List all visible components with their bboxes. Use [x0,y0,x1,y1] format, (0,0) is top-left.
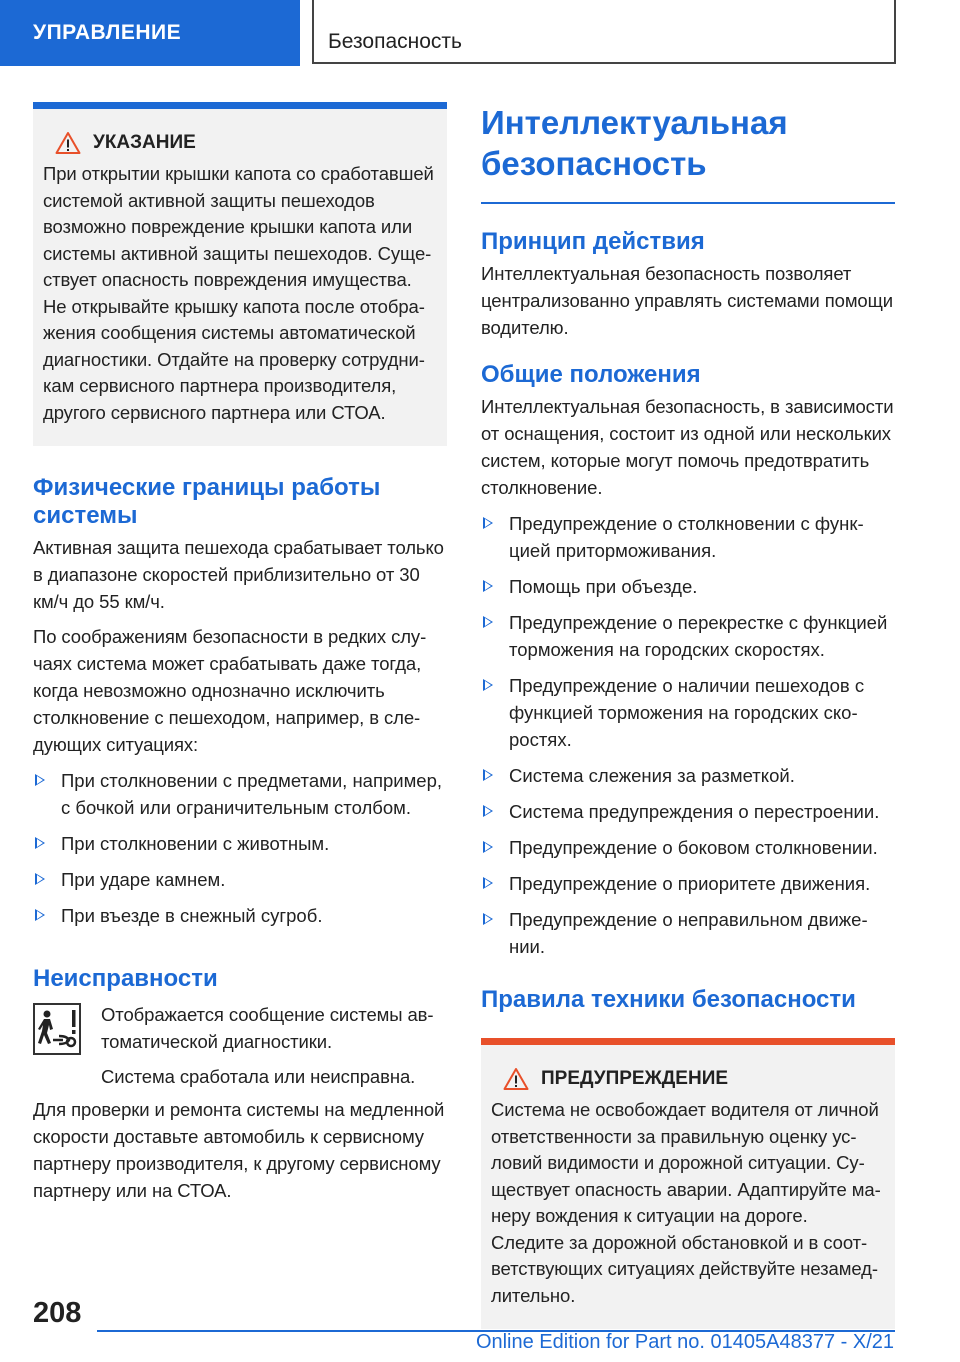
heading-rule [481,202,895,204]
list-item: Система слежения за разметкой. [481,762,895,789]
warning-title: ПРЕДУПРЕЖДЕНИЕ [541,1068,729,1089]
principle-heading: Принцип действия [481,228,705,255]
bullet-arrow-icon [483,616,493,628]
warning-header [491,1067,885,1091]
bullet-arrow-icon [483,805,493,817]
edition-link[interactable]: Online Edition for Part no. 01405A48377 - X/21 [475,1331,894,1353]
bullet-arrow-icon [483,913,493,925]
pedestrian-protection-icon [33,1003,81,1055]
bullet-arrow-icon [483,679,493,691]
malfunction-paragraph: Для проверки и ремонта системы на медленной скорости доставьте автомобиль к сервисному партнеру производителя, к другому сервисному партнеру или на СТОА. [33,1099,445,1201]
list-item: Помощь при объезде. [481,573,895,600]
list-item: Предупреждение о приоритете движения. [481,870,895,897]
list-item: Предупреждение о столкновении с функцией приторможивания. [481,510,895,564]
list-item: При столкновении с животным. [33,830,447,857]
bullet-arrow-icon [35,909,45,921]
bullet-arrow-icon [35,774,45,786]
section-tab[interactable] [0,0,300,66]
notice-box [33,102,447,446]
notice-text: При открытии крышки капота со сработавшей системой активной защиты пешеходов возможно повреждение крышки капота или системы активной защиты пешеходов. Существует опасность повреждения имущества. Не открывайте крышку капота после отображения сообщения системы автоматической диагностики. Отдайте на проверку сотрудникам сервисного партнера производителя, другого сервисного партнера или СТОА. [43,163,434,423]
bullet-arrow-icon [35,837,45,849]
bullet-arrow-icon [483,580,493,592]
warning-triangle-icon [503,1067,529,1091]
general-paragraph: Интеллектуальная безопасность, в зависимости от оснащения, состоит из одной или нескольких систем, которые могут помочь предотвратить столкновение. [481,396,894,498]
bullet-arrow-icon [483,769,493,781]
list-item: При столкновении с предметами, например, с бочкой или ограничительным столбом. [33,767,447,821]
section-title: УПРАВЛЕНИЕ [33,21,182,44]
bullet-arrow-icon [483,877,493,889]
warning-text: Система не освобождает водителя от личной ответственности за правильную оценку условий видимости и дорожной ситуации. Существует опасность аварии. Адаптируйте манеру вождения к ситуации на дороге. Следите за дорожной обстановкой и в соответствующих ситуациях действуйте незамедлительно. [491,1099,881,1306]
principle-paragraph: Интеллектуальная безопасность позволяет централизованно управлять системами помощи водителю. [481,263,893,338]
list-item: При въезде в снежный сугроб. [33,902,447,929]
list-item: Предупреждение о неправильном движении. [481,906,895,960]
malfunctions-heading: Неисправности [33,965,218,992]
limits-heading: Физические границы работы системы [33,474,381,529]
rules-heading: Правила техники безопасности [481,986,856,1013]
malfunction-text-2: Система сработала или неисправна. [101,1066,416,1087]
limits-paragraph-1: Активная защита пешехода срабатывает только в диапазоне скоростей приблизительно от 30 км/ч до 55 км/ч. [33,537,444,612]
left-column [33,102,447,1204]
warning-box [481,1038,895,1329]
malfunction-text-1: Отображается сообщение системы автоматической диагностики. [101,1004,434,1052]
general-heading: Общие положения [481,361,701,388]
warning-triangle-icon [55,131,81,155]
bullet-arrow-icon [483,517,493,529]
list-item: Система предупреждения о перестроении. [481,798,895,825]
malfunction-texts [101,1001,447,1090]
list-item: Предупреждение о боковом столкновении. [481,834,895,861]
chapter-title: Безопасность [328,30,462,53]
bullet-arrow-icon [35,873,45,885]
limits-list [33,767,447,929]
list-item: Предупреждение о наличии пешеходов с функцией торможения на городских скоростях. [481,672,895,753]
chapter-tab [312,0,896,64]
main-heading: Интеллектуальная безопасность [481,104,788,182]
list-item: Предупреждение о перекрестке с функцией торможения на городских скоростях. [481,609,895,663]
notice-header [43,131,437,155]
right-column [481,102,895,1329]
systems-list [481,510,895,960]
limits-paragraph-2: По соображениям безопасности в редких случаях система может срабатывать даже тогда, когда невозможно однозначно исключить столкновение с пешеходом, например, в следующих ситуациях: [33,626,427,755]
page-number: 208 [33,1297,82,1329]
bullet-arrow-icon [483,841,493,853]
notice-title: УКАЗАНИЕ [93,132,196,153]
malfunction-block [33,1001,447,1090]
list-item: При ударе камнем. [33,866,447,893]
